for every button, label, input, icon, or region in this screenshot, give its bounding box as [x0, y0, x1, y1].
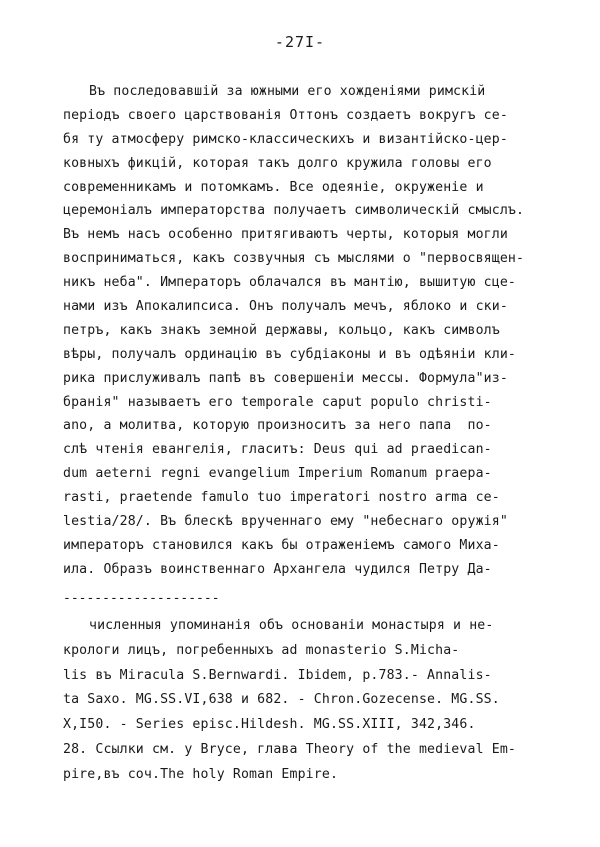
text-line: рика прислуживалъ папѣ въ совершеніи мессы. Формула"из- [63, 370, 508, 386]
text-line: бранія" называетъ его temporale caput populo christi- [63, 394, 492, 410]
footnote-line: lis въ Miracula S.Bernwardi. Ibidem, p.783.- Annalis- [63, 667, 492, 683]
text-line: ковныхъ фикцій, которая такъ долго кружила головы его [63, 155, 492, 171]
footnote-line: X,I50. - Series episc.Hildesh. MG.SS.XIII, 342,346. [63, 717, 476, 733]
footnote-line: pire,въ соч.The holy Roman Empire. [63, 766, 339, 782]
text-line: ano, а молитва, которую произноситъ за него папа по- [63, 418, 492, 434]
text-line: rasti, praetende famulo tuo imperatori nostro arma ce- [63, 490, 500, 506]
text-line: слѣ чтенія евангелія, гласитъ: Deus qui ad praedican- [63, 442, 492, 458]
main-paragraph [63, 80, 583, 582]
text-line: петръ, какъ знакъ земной державы, кольцо, какъ символъ [63, 322, 500, 338]
footnote-line: крологи лицъ, погребенныхъ ad monasterio S.Micha- [63, 642, 460, 658]
text-line: dum aeterni regni evangelium Imperium Romanum praepa- [63, 466, 492, 482]
text-line: церемоніалъ императорства получаетъ символическій смыслъ. [63, 203, 525, 219]
text-line: Въ последовавшій за южными его хожденіями римскій [89, 84, 486, 99]
footnotes [63, 614, 583, 788]
text-line: императоръ становился какъ бы отраженіемъ самого Миха- [63, 537, 500, 553]
text-line: періодъ своего царствованія Оттонъ создаетъ вокругъ се- [63, 107, 508, 123]
footnote-line: ta Saxo. MG.SS.VI,638 и 682. - Chron.Gozecense. MG.SS. [63, 692, 500, 708]
text-line: Въ немъ насъ особенно притягиваютъ черты, которыя могли [63, 227, 508, 243]
page-number: -27I- [274, 33, 326, 51]
footnote-line: численныя упоминанія объ основаніи монастыря и не- [89, 618, 494, 633]
text-line: вѣры, получалъ ординацію въ субдіаконы и въ одѣяніи кли- [63, 346, 517, 362]
text-line: ила. Образъ воинственнаго Архангела чудился Петру Да- [63, 561, 492, 577]
text-line: lestia/28/. Въ блескѣ врученнаго ему "небеснаго оружія" [63, 514, 508, 530]
text-line: никъ неба". Императоръ облачался въ мантію, вышитую сце- [63, 275, 517, 291]
text-line: восприниматься, какъ созвучныя съ мыслями о "первосвящен- [63, 251, 525, 267]
text-line: бя ту атмосферу римско-классическихъ и византійско-цер- [63, 131, 508, 147]
footnote-separator: -------------------- [63, 591, 220, 606]
text-line: современникамъ и потомкамъ. Все одеяніе, окруженіе и [63, 179, 484, 195]
text-line: нами изъ Апокалипсиса. Онъ получалъ мечъ, яблоко и ски- [63, 299, 508, 315]
footnote-line: 28. Ссылки см. у Bryce, глава Theory of the medieval Em- [63, 741, 517, 757]
